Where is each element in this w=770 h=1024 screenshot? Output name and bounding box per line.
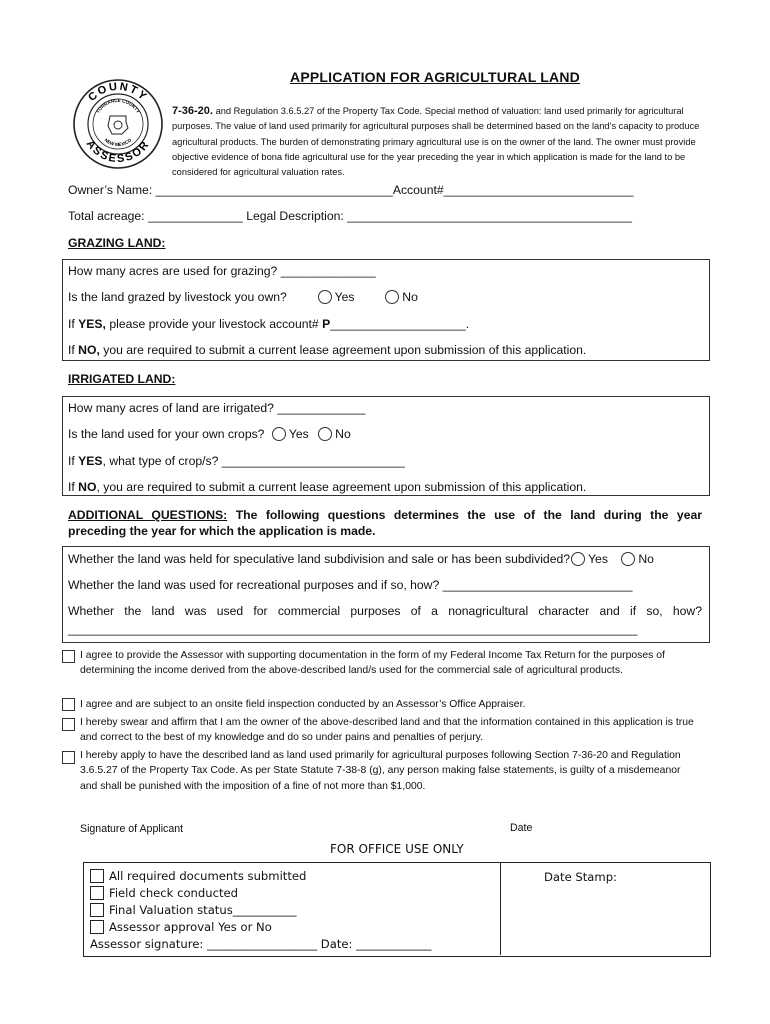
- office-checklist: [90, 868, 431, 953]
- commercial-field[interactable]: ____________________________________________________________________________________: [68, 622, 638, 636]
- irrigated-no-label: No: [335, 427, 351, 441]
- svg-text:COUNTY: COUNTY: [86, 80, 150, 104]
- additional-box: [62, 546, 710, 643]
- grazing-yes-radio[interactable]: [318, 290, 332, 304]
- office-item: Final Valuation status___________: [90, 902, 431, 919]
- irrigated-q2-text: Is the land used for your own crops?: [68, 427, 265, 441]
- svg-text:NEW MEXICO: NEW MEXICO: [103, 137, 133, 148]
- svg-text:ASSESSOR: ASSESSOR: [83, 138, 153, 166]
- irrigated-yes-radio[interactable]: [272, 427, 286, 441]
- recreational-field[interactable]: Whether the land was used for recreational purposes and if so, how? ____________________________: [68, 578, 633, 592]
- office-item: All required documents submitted: [90, 868, 431, 885]
- intro-text: and Regulation 3.6.5.27 of the Property Tax Code. Special method of valuation: land used primarily for agricultural purposes. The value of land used primarily for agricultural purposes shall be determined based on the land’s capacity to produce agricultural products. The burden of demonstrating primary agricultural use is on the owner of the land. The owner must provide objective evidence of bona fide agricultural use for the year preceding the year in which application is made for the land to be considered for agricultural valuation rates.: [172, 106, 700, 178]
- owner-name-field[interactable]: Owner’s Name: ___________________________________Account#____________________________: [68, 183, 634, 197]
- agree-inspection-text: I agree and are subject to an onsite field inspection conducted by an Assessor’s Office Appraiser.: [80, 699, 526, 710]
- grazing-heading: GRAZING LAND:: [68, 236, 166, 250]
- apply-agricultural-text: I hereby apply to have the described land as land used primarily for agricultural purposes following Section 7-36-20 and Regulation 3.6.5.27 of the Property Tax Code. As per State Statute 7-38-8 (g), any person making false statements, is guilty of a misdemeanor and shall be punished with the imposition of a fine of not more than $1,000.: [80, 750, 681, 792]
- grazing-acres-field[interactable]: How many acres are used for grazing? ______________: [68, 264, 376, 278]
- irrigated-lease-note: If NO, you are required to submit a current lease agreement upon submission of this application.: [68, 480, 587, 494]
- grazing-lease-note: If NO, you are required to submit a current lease agreement upon submission of this application.: [68, 343, 587, 357]
- speculative-yes-radio[interactable]: [571, 552, 585, 566]
- office-item-checkbox[interactable]: [90, 903, 104, 917]
- office-item: Field check conducted: [90, 885, 431, 902]
- office-item: Assessor approval Yes or No: [90, 919, 431, 936]
- date-stamp-label: Date Stamp:: [544, 870, 617, 884]
- office-item-checkbox[interactable]: [90, 869, 104, 883]
- irrigated-box: [62, 396, 710, 496]
- irrigated-yes-label: Yes: [288, 427, 309, 441]
- speculative-yes-label: Yes: [588, 552, 608, 566]
- office-use-heading: FOR OFFICE USE ONLY: [330, 842, 464, 856]
- signature-date-label: Date: [510, 822, 533, 834]
- irrigated-acres-field[interactable]: How many acres of land are irrigated? _____________: [68, 401, 366, 415]
- agree-tax-return-checkbox[interactable]: [62, 650, 75, 663]
- office-item-checkbox[interactable]: [90, 886, 104, 900]
- irrigated-heading: IRRIGATED LAND:: [68, 372, 176, 386]
- intro-paragraph: [172, 104, 702, 180]
- speculative-no-label: No: [638, 552, 654, 566]
- additional-heading: ADDITIONAL QUESTIONS: The following questions determines the use of the land during the year preceding the year for which the application is made.: [68, 508, 703, 538]
- affirm-owner-text: I hereby swear and affirm that I am the owner of the above-described land and that the information contained in this application is true and correct to the best of my knowledge and do so under pains and penalties of perjury.: [80, 717, 694, 744]
- apply-agricultural-checkbox[interactable]: [62, 751, 75, 764]
- agree-inspection-checkbox[interactable]: [62, 698, 75, 711]
- assessor-signature-field[interactable]: Assessor signature: ___________________ Date: _____________: [90, 937, 432, 951]
- grazing-q2-text: Is the land grazed by livestock you own?: [68, 290, 287, 304]
- speculative-text: Whether the land was held for speculative land subdivision and sale or has been subdivided?: [68, 552, 571, 566]
- livestock-account-field[interactable]: If YES, please provide your livestock account# P____________________.: [68, 317, 470, 331]
- office-item-checkbox[interactable]: [90, 920, 104, 934]
- crop-type-field[interactable]: If YES, what type of crop/s? ___________________________: [68, 454, 405, 468]
- office-use-box: [83, 862, 711, 957]
- speculative-question: [68, 552, 654, 566]
- commercial-question: Whether the land was used for commercial purposes of a nonagricultural character and if so, how?: [68, 604, 702, 618]
- county-assessor-seal: [72, 78, 164, 170]
- affirm-owner-checkbox[interactable]: [62, 718, 75, 731]
- grazing-box: [62, 259, 710, 361]
- speculative-no-radio[interactable]: [621, 552, 635, 566]
- agree-tax-return-text: I agree to provide the Assessor with supporting documentation in the form of my Federal Income Tax Return for the purposes of determining the income derived from the above-described land/s used for the commercial sale of agricultural products.: [80, 650, 665, 677]
- statute-ref: 7-36-20.: [172, 105, 213, 117]
- irrigated-crops-question: [68, 427, 351, 441]
- irrigated-no-radio[interactable]: [318, 427, 332, 441]
- grazing-no-label: No: [402, 290, 418, 304]
- applicant-signature-label: Signature of Applicant: [80, 823, 184, 835]
- grazing-no-radio[interactable]: [385, 290, 399, 304]
- svg-text:TORRANCE COUNTY: TORRANCE COUNTY: [95, 97, 141, 114]
- grazing-yes-label: Yes: [334, 290, 355, 304]
- page-title: APPLICATION FOR AGRICULTURAL LAND: [290, 69, 580, 85]
- acreage-legal-field[interactable]: Total acreage: ______________ Legal Description: __________________________________________: [68, 209, 632, 223]
- grazing-livestock-question: [68, 290, 418, 304]
